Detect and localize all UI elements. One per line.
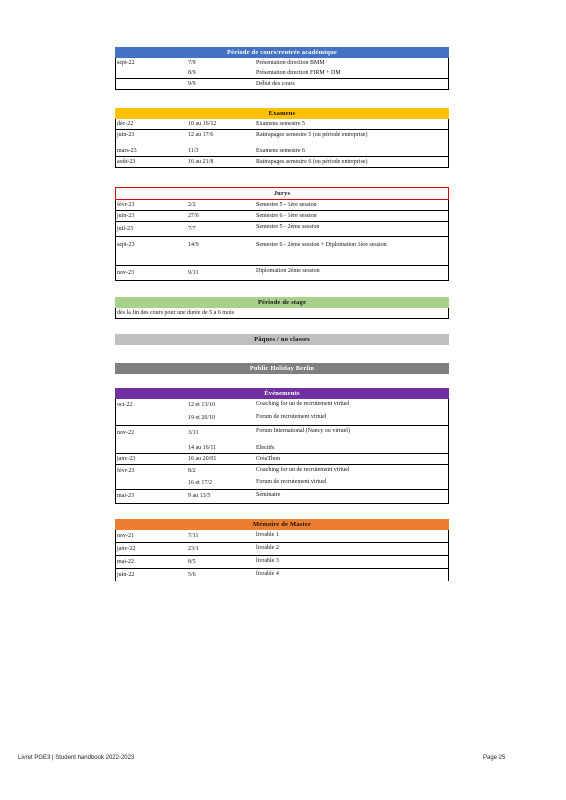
examens-header: Examens — [115, 108, 449, 119]
date-cell: nov-22 — [117, 430, 134, 436]
desc-cell: Rattrapages semestre 5 (ou période entreprise) — [256, 132, 368, 138]
date-cell: mai-22 — [117, 559, 134, 565]
date-cell: déc-22 — [117, 121, 134, 127]
date-cell: févr-23 — [117, 202, 135, 208]
desc-cell: Forum de recrutement virtuel — [256, 479, 327, 485]
desc-cell: livrable 2 — [256, 545, 279, 551]
stage-rows — [115, 308, 449, 319]
examens-section — [115, 108, 449, 168]
desc-cell: Semestre 6 - 1ère session — [256, 213, 317, 219]
memoire-header: Mémoire de Master — [115, 519, 449, 530]
date-cell: mai-23 — [117, 493, 134, 499]
table-row — [116, 542, 448, 555]
date-cell: nov-21 — [117, 533, 134, 539]
desc-cell: livrable 1 — [256, 532, 279, 538]
day-cell: 9 au 13/5 — [188, 493, 211, 499]
evenements-header: Événements — [115, 388, 449, 399]
rentree-section — [115, 47, 449, 90]
desc-cell: Diplomation 2ème session — [256, 268, 320, 274]
memoire-section — [115, 519, 449, 581]
date-cell: juin-23 — [117, 213, 135, 219]
table-row — [116, 443, 448, 453]
table-row — [116, 236, 448, 265]
day-cell: 11/3 — [188, 148, 199, 154]
day-cell: 8/9 — [188, 70, 196, 76]
day-cell: 8/5 — [188, 559, 196, 565]
desc-cell: Forum International (Nancy ou virtuel) — [256, 428, 350, 434]
table-row — [116, 119, 448, 129]
day-cell: 19 et 20/10 — [188, 415, 215, 421]
table-row — [116, 412, 448, 425]
date-cell: oct-22 — [117, 402, 133, 408]
day-cell: 12 et 13/10 — [188, 402, 215, 408]
evenements-section — [115, 388, 449, 504]
day-cell: 9/11 — [188, 270, 199, 276]
table-row — [116, 58, 448, 68]
table-row — [116, 477, 448, 489]
table-row — [116, 78, 448, 89]
table-row — [116, 399, 448, 412]
date-cell: mars-23 — [117, 148, 137, 154]
desc-cell: Coaching for un de recrutement virtuel — [256, 467, 350, 473]
desc-cell: Rattrapages semestre 6 (ou période entreprise) — [256, 159, 368, 165]
footer-handbook-title: Livret PGE3 | Student handbook 2022-2023 — [18, 755, 135, 761]
memoire-rows — [115, 530, 449, 581]
day-cell: 14/9 — [188, 242, 199, 248]
desc-cell: Séminaire — [256, 492, 281, 498]
desc-cell: Coaching for un de recrutement virtuel — [256, 401, 350, 407]
desc-cell: Examens semestre 5 — [256, 121, 305, 127]
desc-cell: Electifs — [256, 445, 275, 451]
desc-cell: livrable 3 — [256, 558, 279, 564]
day-cell: 2/2 — [188, 202, 196, 208]
footer-page-number: Page 25 — [483, 755, 506, 761]
jurys-header: Jurys — [115, 187, 449, 200]
table-row — [116, 265, 448, 280]
day-cell: 9/9 — [188, 81, 196, 87]
day-cell: 10 au 16/12 — [188, 121, 217, 127]
table-row — [116, 221, 448, 236]
date-cell: sept-22 — [117, 60, 135, 66]
date-cell: juin-22 — [117, 572, 135, 578]
table-row — [116, 464, 448, 477]
paques-section — [115, 334, 449, 345]
table-row — [116, 555, 448, 568]
table-row — [116, 129, 448, 146]
table-row — [116, 530, 448, 542]
table-row — [116, 425, 448, 443]
day-cell: 12 au 17/6 — [188, 132, 214, 138]
date-cell: févr-23 — [117, 468, 135, 474]
desc-cell: Semestre 5 - 2ème session — [256, 224, 320, 230]
desc-cell: livrable 4 — [256, 571, 279, 577]
rentree-header: Période de cours/rentrée académique — [115, 47, 449, 58]
desc-cell: Examens semestre 6 — [256, 148, 305, 154]
stage-header: Période de stage — [115, 297, 449, 308]
day-cell: 16 et 17/2 — [188, 480, 212, 486]
paques-header: Pâques / no classes — [115, 334, 449, 345]
desc-cell: Présentation direction BMM — [256, 60, 325, 66]
rentree-rows — [115, 58, 449, 90]
desc-cell: Semestre 5 - 1ère session — [256, 202, 317, 208]
desc-cell: Présentation direction FIRM + DM — [256, 70, 341, 76]
date-cell: janv-22 — [117, 546, 136, 552]
day-cell: 23/1 — [188, 546, 199, 552]
desc-cell: Semestre 6 - 2ème session + Diplomation 1ère session — [256, 242, 387, 248]
table-row — [116, 489, 448, 503]
table-row — [116, 156, 448, 167]
day-cell: 8/2 — [188, 468, 196, 474]
stage-text: dès la fin des cours pour une durée de 5 à 6 mois — [117, 310, 234, 316]
holiday-header: Public Holiday Berlin — [115, 363, 449, 374]
date-cell: sept-23 — [117, 242, 135, 248]
day-cell: 7/9 — [188, 60, 196, 66]
desc-cell: CréaThon — [256, 456, 280, 462]
desc-cell: Forum de recrutement virtuel — [256, 414, 327, 420]
day-cell: 16 au 21/8 — [188, 159, 214, 165]
date-cell: août-23 — [117, 159, 136, 165]
date-cell: janv-23 — [117, 456, 136, 462]
holiday-section — [115, 363, 449, 374]
desc-cell: Début des cours — [256, 81, 295, 87]
jurys-section — [115, 187, 449, 281]
day-cell: 3/11 — [188, 430, 199, 436]
table-row — [116, 68, 448, 78]
table-row — [116, 210, 448, 221]
table-row — [116, 308, 448, 318]
date-cell: nov-23 — [117, 270, 134, 276]
day-cell: 27/6 — [188, 213, 199, 219]
day-cell: 14 au 16/11 — [188, 445, 217, 451]
jurys-rows — [115, 200, 449, 281]
day-cell: 7/11 — [188, 533, 199, 539]
table-row — [116, 568, 448, 581]
date-cell: juin-23 — [117, 132, 135, 138]
table-row — [116, 453, 448, 464]
day-cell: 5/6 — [188, 572, 196, 578]
evenements-rows — [115, 399, 449, 504]
day-cell: 7/7 — [188, 226, 196, 232]
table-row — [116, 146, 448, 156]
day-cell: 16 au 20/01 — [188, 456, 217, 462]
stage-section — [115, 297, 449, 319]
date-cell: juil-23 — [117, 226, 133, 232]
table-row — [116, 200, 448, 210]
examens-rows — [115, 119, 449, 168]
